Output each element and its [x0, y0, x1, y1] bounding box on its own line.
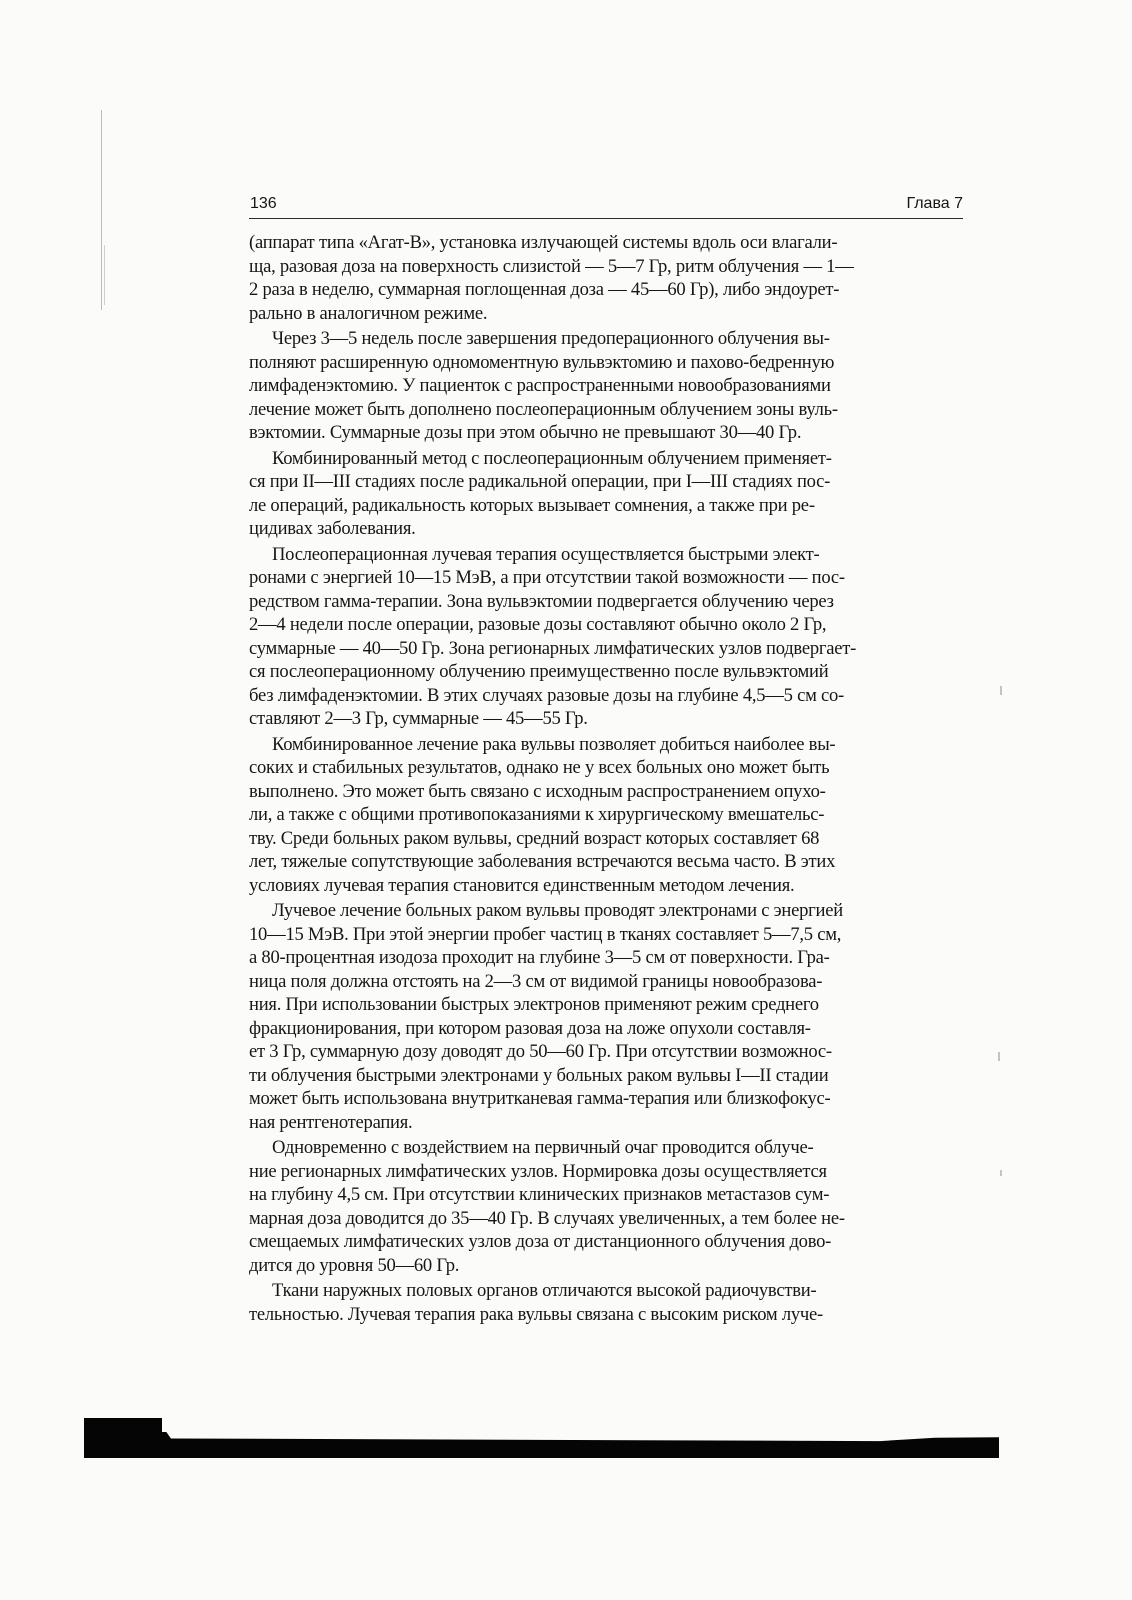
text-line: ле операций, радикальность которых вызывает сомнения, а также при ре- — [249, 494, 815, 516]
paragraph — [249, 543, 962, 731]
text-line: ния. При использовании быстрых электронов применяют режим среднего — [249, 994, 819, 1015]
paragraph — [249, 447, 962, 541]
paragraph — [249, 733, 962, 898]
text-line: Через 3—5 недель после завершения предоперационного облучения вы- — [272, 328, 830, 349]
scan-speck — [1000, 686, 1002, 695]
text-line: марная доза доводится до 35—40 Гр. В случаях увеличенных, а тем более не- — [249, 1207, 845, 1229]
text-line: ти облучения быстрыми электронами у больных раком вульвы I—II стадии — [249, 1064, 829, 1086]
text-line: ет 3 Гр, суммарную дозу доводят до 50—60 Гр. При отсутствии возможнос- — [249, 1041, 832, 1062]
text-line: без лимфаденэктомии. В этих случаях разовые дозы на глубине 4,5—5 см со- — [249, 684, 845, 706]
text-line: Лучевое лечение больных раком вульвы проводят электронами с энергией — [272, 900, 843, 921]
text-line: Одновременно с воздействием на первичный очаг проводится облуче- — [272, 1137, 814, 1158]
text-line: 10—15 МэВ. При этой энергии пробег частиц в тканях составляет 5—7,5 см, — [249, 923, 842, 945]
text-line: тву. Среди больных раком вульвы, средний возраст которых составляет 68 — [249, 827, 820, 849]
paragraph — [249, 1279, 962, 1326]
text-line: вэктомии. Суммарные дозы при этом обычно не превышают 30—40 Гр. — [249, 422, 802, 443]
text-line: выполнено. Это может быть связано с исходным распространением опухо- — [249, 780, 826, 802]
text-line: тельностью. Лучевая терапия рака вульвы связана с высоким риском луче- — [249, 1303, 823, 1325]
paragraph — [249, 327, 962, 445]
scan-speck — [998, 1052, 1000, 1061]
text-line: 2 раза в неделю, суммарная поглощенная доза — 45—60 Гр), либо эндоурет- — [249, 279, 840, 300]
text-line: смещаемых лимфатических узлов доза от дистанционного облучения дово- — [249, 1231, 832, 1252]
text-line: ная рентгенотерапия. — [249, 1111, 413, 1133]
text-line: рально в аналогичном режиме. — [249, 302, 488, 324]
paragraph — [249, 231, 962, 325]
scan-speck — [1000, 1170, 1002, 1176]
text-line: Ткани наружных половых органов отличаются высокой радиочувстви- — [272, 1280, 817, 1301]
text-line: ся при II—III стадиях после радикальной операции, при I—III стадиях пос- — [249, 471, 831, 492]
text-line: ли, а также с общими противопоказаниями к хирургическому вмешательс- — [249, 804, 825, 825]
text-line: соких и стабильных результатов, однако не у всех больных оно может быть — [249, 757, 830, 778]
paragraph — [249, 1136, 962, 1277]
text-line: лет, тяжелые сопутствующие заболевания встречаются весьма часто. В этих — [249, 851, 836, 872]
text-line: лимфаденэктомию. У пациенток с распространенными новообразованиями — [249, 375, 831, 396]
text-line: ница поля должна отстоять на 2—3 см от видимой границы новообразова- — [249, 970, 823, 992]
text-line: редством гамма-терапии. Зона вульвэктомии подвергается облучению через — [249, 590, 834, 612]
scan-margin-line — [101, 110, 102, 310]
text-line: ставляют 2—3 Гр, суммарные — 45—55 Гр. — [249, 708, 588, 729]
body-text — [249, 231, 962, 1326]
chapter-title: Глава 7 — [906, 195, 963, 212]
text-line: полняют расширенную одномоментную вульвэктомию и пахово-бедренную — [249, 351, 835, 373]
text-line: 2—4 недели после операции, разовые дозы составляют обычно около 2 Гр, — [249, 614, 827, 635]
text-line: цидивах заболевания. — [249, 518, 416, 539]
text-line: суммарные — 40—50 Гр. Зона регионарных лимфатических узлов подвергает- — [249, 637, 857, 659]
scan-edge-artifact — [84, 1418, 162, 1432]
scan-margin-line — [104, 245, 105, 305]
text-line: Послеоперационная лучевая терапия осуществляется быстрыми элект- — [272, 543, 820, 565]
text-line: лечение может быть дополнено послеоперационным облучением зоны вуль- — [249, 398, 838, 420]
text-line: (аппарат типа «Агат-В», установка излучающей системы вдоль оси влагали- — [249, 232, 838, 253]
text-line: а 80-процентная изодоза проходит на глубине 3—5 см от поверхности. Гра- — [249, 947, 830, 968]
text-line: ся послеоперационному облучению преимущественно после вульвэктомий — [249, 661, 829, 682]
text-line: ща, разовая доза на поверхность слизистой — 5—7 Гр, ритм облучения — 1— — [249, 255, 854, 277]
text-line: дится до уровня 50—60 Гр. — [249, 1254, 460, 1276]
text-line: Комбинированное лечение рака вульвы позволяет добиться наиболее вы- — [272, 733, 836, 755]
text-line: фракционирования, при котором разовая доза на ложе опухоли составля- — [249, 1017, 811, 1039]
paragraph — [249, 899, 962, 1134]
text-line: ронами с энергией 10—15 МэВ, а при отсутствии такой возможности — пос- — [249, 567, 845, 588]
scan-edge-artifact — [84, 1432, 999, 1458]
text-line: может быть использована внутритканевая гамма-терапия или близкофокус- — [249, 1088, 831, 1109]
running-header — [249, 194, 963, 219]
text-line: Комбинированный метод с послеоперационным облучением применяет- — [272, 447, 832, 469]
text-line: условиях лучевая терапия становится единственным методом лечения. — [249, 874, 795, 896]
page-number: 136 — [250, 195, 277, 212]
text-line: на глубину 4,5 см. При отсутствии клинических признаков метастазов сум- — [249, 1184, 830, 1205]
text-line: ние регионарных лимфатических узлов. Нормировка дозы осуществляется — [249, 1160, 827, 1182]
